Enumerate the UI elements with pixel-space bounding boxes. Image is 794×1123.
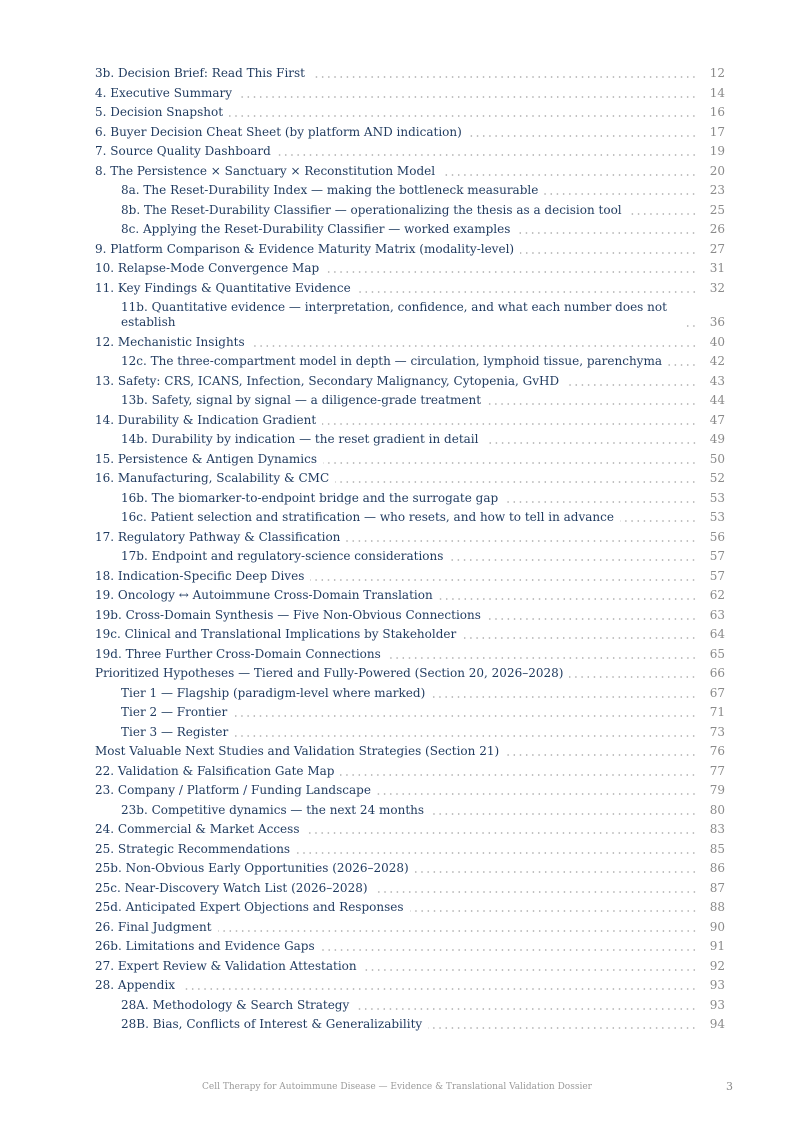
toc-entry[interactable]	[95, 861, 725, 876]
toc-entry[interactable]	[95, 393, 725, 408]
toc-entry-page-number: 64	[709, 627, 725, 641]
toc-entry-page-number: 94	[709, 1017, 725, 1031]
toc-entry[interactable]	[95, 764, 725, 779]
dot-leader	[325, 271, 697, 273]
toc-entry-title: 22. Validation & Falsification Gate Map	[95, 763, 335, 778]
toc-entry-page-number: 25	[709, 202, 725, 217]
dot-leader	[487, 618, 697, 620]
footer-title: Cell Therapy for Autoimmune Disease — Evidence & Translational Validation Dossier	[202, 1082, 592, 1092]
toc-entry[interactable]	[95, 783, 725, 798]
toc-entry-title: 28B. Bias, Conflicts of Interest & Generalizability	[121, 1017, 423, 1031]
toc-entry-page-number: 50	[709, 451, 725, 466]
dot-leader	[516, 232, 697, 234]
toc-entry-title: 28. Appendix	[95, 978, 176, 992]
toc-entry[interactable]	[95, 627, 725, 642]
toc-entry[interactable]	[95, 744, 725, 759]
toc-entry-page-number: 67	[709, 685, 725, 700]
toc-entry[interactable]	[95, 452, 725, 467]
toc-entry-page-number: 77	[709, 763, 725, 778]
toc-entry[interactable]	[95, 549, 725, 564]
toc-entry[interactable]	[95, 822, 725, 837]
toc-entry-page-number: 88	[709, 900, 725, 914]
dot-leader	[355, 1008, 697, 1010]
dot-leader	[251, 345, 697, 347]
dot-leader	[363, 969, 697, 971]
toc-entry-page-number: 14	[709, 85, 725, 100]
toc-entry[interactable]	[95, 66, 725, 81]
toc-entry[interactable]	[95, 144, 725, 159]
toc-entry[interactable]	[95, 203, 725, 218]
toc-entry-title: 16b. The biomarker-to-endpoint bridge and the surrogate gap	[121, 490, 499, 505]
toc-entry[interactable]	[95, 803, 725, 818]
dot-leader	[305, 832, 697, 834]
toc-entry[interactable]	[95, 242, 725, 257]
dot-leader	[449, 559, 697, 561]
toc-entry[interactable]	[95, 335, 725, 350]
toc-entry-title: 12c. The three-compartment model in depth — circulation, lymphoid tissue, parenchyma	[121, 354, 662, 368]
toc-entry-title: 11. Key Findings & Quantitative Evidence	[95, 280, 351, 295]
toc-entry[interactable]	[95, 374, 725, 389]
dot-leader	[322, 423, 697, 425]
dot-leader	[544, 193, 697, 195]
toc-entry-page-number: 31	[709, 261, 725, 275]
toc-entry-page-number: 93	[709, 978, 725, 992]
toc-entry-title: 17b. Endpoint and regulatory-science considerations	[121, 549, 444, 563]
toc-entry-page-number: 44	[709, 393, 725, 407]
toc-entry[interactable]	[95, 920, 725, 935]
toc-entry-title: 25d. Anticipated Expert Objections and Responses	[95, 900, 404, 914]
dot-leader	[430, 813, 697, 815]
toc-entry-title: 8a. The Reset-Durability Index — making the bottleneck measurable	[121, 183, 539, 197]
toc-entry[interactable]	[95, 978, 725, 993]
toc-entry-page-number: 85	[709, 841, 725, 856]
dot-leader	[234, 735, 697, 737]
toc-entry-page-number: 56	[709, 529, 725, 544]
dot-leader	[487, 403, 697, 405]
dot-leader	[310, 579, 697, 581]
toc-entry[interactable]	[95, 1017, 725, 1032]
toc-entry-page-number: 49	[709, 432, 725, 446]
toc-entry-title: 9. Platform Comparison & Evidence Maturity Matrix (modality-level)	[95, 241, 515, 256]
toc-entry-page-number: 93	[709, 997, 725, 1012]
toc-entry-title: 16. Manufacturing, Scalability & CMC	[95, 471, 330, 485]
toc-entry-page-number: 92	[709, 958, 725, 973]
dot-leader	[468, 135, 697, 137]
toc-entry-page-number: 62	[709, 588, 725, 602]
dot-leader	[439, 598, 697, 600]
toc-entry-title: 13. Safety: CRS, ICANS, Infection, Secondary Malignancy, Cytopenia, GvHD	[95, 373, 560, 388]
toc-entry-title: 25b. Non-Obvious Early Opportunities (2026–2028)	[95, 861, 409, 875]
toc-entry-page-number: 12	[709, 66, 725, 80]
dot-leader	[218, 930, 697, 932]
toc-entry-title: 8b. The Reset-Durability Classifier — operationalizing the thesis as a decision tool	[121, 202, 622, 217]
dot-leader	[229, 115, 697, 117]
dot-leader	[565, 384, 697, 386]
toc-entry-title: 10. Relapse-Mode Convergence Map	[95, 261, 320, 275]
dot-leader	[410, 910, 697, 912]
toc-entry-page-number: 27	[709, 241, 725, 256]
dot-leader	[357, 291, 697, 293]
toc-entry-title: 19d. Three Further Cross-Domain Connections	[95, 646, 381, 661]
dot-leader	[520, 252, 697, 254]
toc-entry-page-number: 40	[709, 334, 725, 349]
toc-entry-page-number: 83	[709, 822, 725, 836]
toc-entry-title: 16c. Patient selection and stratification — who resets, and how to tell in advance	[121, 510, 614, 524]
toc-entry-title: 8. The Persistence × Sanctuary × Reconstitution Model	[95, 163, 436, 178]
dot-leader	[505, 754, 697, 756]
toc-entry-page-number: 53	[709, 510, 725, 524]
dot-leader	[504, 501, 697, 503]
toc-entry-title: 5. Decision Snapshot	[95, 105, 224, 119]
dot-leader	[323, 462, 697, 464]
toc-entry-title: 13b. Safety, signal by signal — a diligence-grade treatment	[121, 393, 482, 407]
toc-entry[interactable]	[95, 530, 725, 545]
toc-entry[interactable]	[95, 261, 725, 276]
toc-entry-page-number: 17	[709, 124, 725, 139]
table-of-contents	[95, 66, 725, 1037]
toc-entry-title: Prioritized Hypotheses — Tiered and Fully-Powered (Section 20, 2026–2028)	[95, 666, 564, 680]
toc-entry-title: 27. Expert Review & Validation Attestation	[95, 958, 357, 973]
toc-entry[interactable]	[95, 939, 725, 954]
toc-entry[interactable]	[95, 881, 725, 896]
toc-entry-page-number: 19	[709, 144, 725, 158]
toc-entry[interactable]	[95, 105, 725, 120]
toc-entry-page-number: 52	[709, 471, 725, 485]
toc-entry-page-number: 87	[709, 880, 725, 895]
dot-leader	[431, 696, 697, 698]
dot-leader	[462, 637, 697, 639]
toc-entry-title: 14b. Durability by indication — the reset gradient in detail	[121, 432, 479, 446]
footer-page-number: 3	[726, 1080, 733, 1093]
dot-leader	[233, 715, 697, 717]
toc-entry[interactable]	[95, 647, 725, 662]
toc-entry-title: 25c. Near-Discovery Watch List (2026–2028)	[95, 880, 368, 895]
toc-entry-title: 25. Strategic Recommendations	[95, 841, 291, 856]
dot-leader	[340, 774, 697, 776]
dot-leader	[569, 676, 697, 678]
dot-leader	[415, 871, 697, 873]
toc-entry-title: 14. Durability & Indication Gradient	[95, 412, 317, 427]
dot-leader	[620, 520, 697, 522]
dot-leader	[485, 442, 698, 444]
toc-entry-page-number: 91	[709, 939, 725, 953]
dot-leader	[277, 154, 697, 156]
toc-entry[interactable]	[95, 354, 725, 369]
toc-entry[interactable]	[95, 666, 725, 681]
dot-leader	[428, 1027, 697, 1029]
toc-entry[interactable]	[95, 281, 725, 296]
toc-entry-page-number: 36	[709, 315, 725, 329]
toc-entry-title: Tier 3 — Register	[121, 724, 229, 739]
toc-entry-title: Tier 2 — Frontier	[121, 705, 228, 719]
toc-entry[interactable]	[95, 608, 725, 623]
dot-leader	[238, 96, 697, 98]
dot-leader	[335, 481, 697, 483]
toc-entry-page-number: 42	[709, 354, 725, 368]
toc-entry-page-number: 53	[709, 490, 725, 505]
toc-entry[interactable]	[95, 125, 725, 140]
toc-entry[interactable]	[95, 842, 725, 857]
toc-entry-page-number: 57	[709, 549, 725, 563]
toc-entry[interactable]	[95, 222, 725, 237]
dot-leader	[685, 325, 697, 327]
toc-entry-page-number: 32	[709, 280, 725, 295]
toc-entry-title: 28A. Methodology & Search Strategy	[121, 997, 350, 1012]
toc-entry-title: 19c. Clinical and Translational Implications by Stakeholder	[95, 627, 457, 641]
toc-entry[interactable]	[95, 959, 725, 974]
dot-leader	[374, 891, 697, 893]
toc-entry[interactable]	[95, 164, 725, 179]
toc-entry[interactable]	[95, 183, 725, 198]
toc-entry-title: 11b. Quantitative evidence — interpretation, confidence, and what each number does not establish	[121, 300, 667, 329]
toc-entry[interactable]	[95, 300, 725, 330]
toc-entry-title: Tier 1 — Flagship (paradigm-level where marked)	[121, 685, 426, 700]
toc-entry-page-number: 90	[709, 919, 725, 934]
toc-entry-page-number: 86	[709, 861, 725, 875]
toc-entry[interactable]	[95, 432, 725, 447]
toc-entry-page-number: 71	[709, 705, 725, 719]
toc-entry-title: Most Valuable Next Studies and Validation Strategies (Section 21)	[95, 744, 500, 758]
toc-entry-title: 17. Regulatory Pathway & Classification	[95, 529, 341, 544]
dot-leader	[346, 540, 697, 542]
toc-entry[interactable]	[95, 471, 725, 486]
toc-entry-title: 7. Source Quality Dashboard	[95, 144, 271, 158]
dot-leader	[441, 174, 697, 176]
dot-leader	[668, 364, 697, 366]
toc-entry-page-number: 26	[709, 222, 725, 236]
dot-leader	[311, 76, 697, 78]
toc-entry-title: 3b. Decision Brief: Read This First	[95, 66, 305, 80]
toc-entry-page-number: 57	[709, 568, 725, 583]
dot-leader	[321, 949, 697, 951]
toc-entry[interactable]	[95, 413, 725, 428]
dot-leader	[628, 213, 697, 215]
toc-entry-title: 19b. Cross-Domain Synthesis — Five Non-Obvious Connections	[95, 607, 481, 622]
toc-entry-page-number: 47	[709, 412, 725, 427]
dot-leader	[377, 793, 697, 795]
toc-entry-title: 18. Indication-Specific Deep Dives	[95, 568, 305, 583]
toc-entry-page-number: 65	[709, 646, 725, 661]
toc-entry-title: 12. Mechanistic Insights	[95, 334, 245, 349]
toc-entry-title: 24. Commercial & Market Access	[95, 822, 300, 836]
toc-entry-title: 23b. Competitive dynamics — the next 24 months	[121, 802, 425, 817]
toc-entry-title: 8c. Applying the Reset-Durability Classifier — worked examples	[121, 222, 511, 236]
toc-entry-title: 19. Oncology ↔ Autoimmune Cross-Domain Translation	[95, 588, 433, 602]
toc-entry-page-number: 73	[709, 724, 725, 739]
toc-entry-page-number: 20	[709, 163, 725, 178]
toc-entry[interactable]	[95, 491, 725, 506]
toc-entry-title: 23. Company / Platform / Funding Landscape	[95, 783, 371, 797]
toc-entry-title: 26b. Limitations and Evidence Gaps	[95, 939, 315, 953]
toc-entry[interactable]	[95, 998, 725, 1013]
toc-entry[interactable]	[95, 705, 725, 720]
toc-entry-page-number: 23	[709, 183, 725, 197]
toc-entry[interactable]	[95, 900, 725, 915]
toc-entry-title: 26. Final Judgment	[95, 919, 212, 934]
toc-entry-page-number: 63	[709, 607, 725, 622]
toc-entry[interactable]	[95, 588, 725, 603]
toc-entry[interactable]	[95, 569, 725, 584]
toc-entry-title: 4. Executive Summary	[95, 85, 233, 100]
toc-entry-page-number: 66	[709, 666, 725, 680]
toc-entry-page-number: 43	[709, 373, 725, 388]
toc-entry-page-number: 79	[709, 783, 725, 797]
toc-entry[interactable]	[95, 86, 725, 101]
toc-entry[interactable]	[95, 510, 725, 525]
toc-entry-title: 6. Buyer Decision Cheat Sheet (by platform AND indication)	[95, 124, 462, 139]
toc-entry-page-number: 76	[709, 744, 725, 758]
toc-entry[interactable]	[95, 686, 725, 701]
dot-leader	[296, 852, 697, 854]
toc-entry-page-number: 80	[709, 802, 725, 817]
dot-leader	[387, 657, 697, 659]
toc-entry[interactable]	[95, 725, 725, 740]
toc-entry-page-number: 16	[709, 105, 725, 119]
dot-leader	[181, 988, 697, 990]
toc-entry-title: 15. Persistence & Antigen Dynamics	[95, 451, 317, 466]
